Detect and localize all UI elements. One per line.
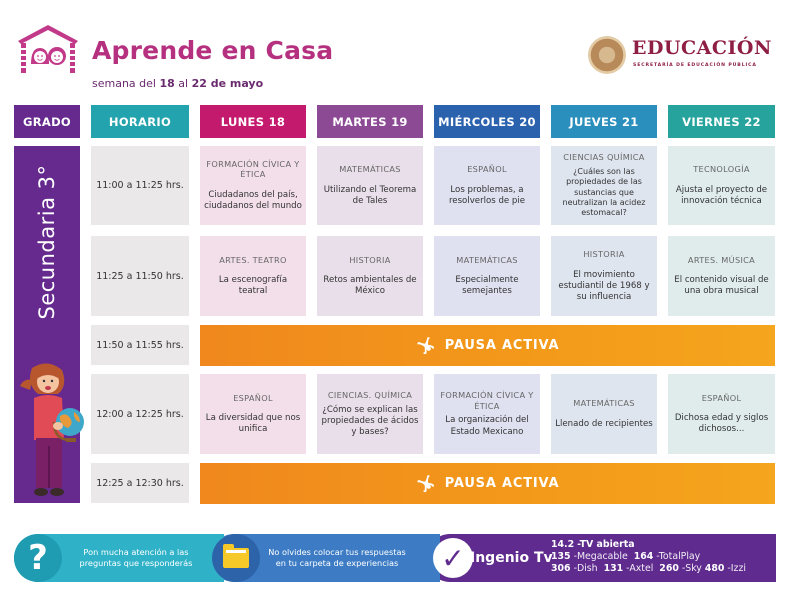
- class-subject: CIENCIAS QUÍMICA: [563, 152, 645, 163]
- folder-icon: [223, 548, 249, 568]
- class-subject: ESPAÑOL: [467, 164, 507, 174]
- time-slot-4: 12:00 a 12:25 hrs.: [91, 374, 189, 454]
- time-slot-5: 12:25 a 12:30 hrs.: [91, 463, 189, 503]
- class-subject: MATEMÁTICAS: [456, 254, 518, 265]
- class-topic: La organización del Estado Mexicano: [445, 415, 529, 437]
- class-subject: HISTORIA: [349, 254, 391, 265]
- class-topic: La escenografía teatral: [218, 275, 288, 297]
- active-break-banner: [200, 325, 775, 366]
- class-subject: ARTES. MÚSICA: [687, 254, 756, 265]
- sep-title: EDUCACIÓN: [632, 37, 772, 59]
- week-subtitle: [92, 77, 263, 90]
- channel-number: 14.2: [551, 539, 575, 550]
- header-grado: GRADO: [14, 105, 80, 138]
- class-subject: TECNOLOGÍA: [693, 164, 750, 174]
- subtitle-prefix: semana del: [92, 77, 160, 90]
- subtitle-mid: al: [174, 77, 192, 90]
- class-cell: [200, 374, 306, 454]
- class-cell: [668, 236, 775, 316]
- subtitle-end-date: 22 de mayo: [191, 77, 264, 90]
- tip-folder: No olvides colocar tus respuestas en tu carpeta de experiencias: [268, 547, 406, 569]
- class-cell: [434, 374, 540, 454]
- channel-number: 480: [704, 563, 725, 575]
- class-subject: ARTES. TEATRO: [219, 254, 287, 265]
- class-subject: FORMACIÓN CÍVICA Y ÉTICA: [206, 158, 300, 180]
- active-break-banner: [200, 463, 775, 504]
- channel-number: 164: [633, 551, 654, 563]
- class-cell: [551, 374, 657, 454]
- class-cell: [317, 374, 423, 454]
- class-topic: La diversidad que nos unifica: [205, 413, 301, 435]
- class-cell: [317, 236, 423, 316]
- channel-number: 131: [603, 563, 624, 575]
- class-topic: Ajusta el proyecto de innovación técnica: [675, 184, 768, 206]
- class-cell: [200, 146, 306, 225]
- channel-name: -Sky: [681, 563, 702, 575]
- class-topic: Especialmente semejantes: [455, 275, 519, 297]
- checkmark-icon: ✓: [433, 538, 473, 578]
- class-topic: Llenado de recipientes: [555, 418, 653, 429]
- channel-name: -TV abierta: [577, 539, 635, 550]
- channel-name: -Izzi: [727, 563, 746, 575]
- time-slot-1: 11:00 a 11:25 hrs.: [91, 146, 189, 225]
- sep-subtitle: SECRETARÍA DE EDUCACIÓN PÚBLICA: [633, 63, 757, 68]
- channel-name: -Axtel: [626, 563, 654, 575]
- header-day-friday: VIERNES 22: [668, 105, 775, 138]
- channel-line-1: [551, 539, 746, 551]
- class-cell: [551, 146, 657, 225]
- channel-number: 260: [659, 563, 679, 575]
- class-topic: Retos ambientales de México: [323, 275, 417, 297]
- girl-with-globe-illustration: [10, 360, 90, 500]
- folder-icon-badge: [212, 534, 260, 582]
- class-subject: FORMACIÓN CÍVICA Y ÉTICA: [440, 390, 534, 411]
- class-topic: El contenido visual de una obra musical: [674, 275, 769, 297]
- header-day-thursday: JUEVES 21: [551, 105, 657, 138]
- class-topic: ¿Cómo se explican las propiedades de ácidos y bases?: [321, 404, 419, 437]
- class-topic: Ciudadanos del país, ciudadanos del mundo: [204, 189, 302, 212]
- channel-line-2: [551, 551, 746, 563]
- class-subject: ESPAÑOL: [701, 392, 742, 403]
- class-cell: [317, 146, 423, 225]
- class-topic: Dichosa edad y siglos dichosos...: [674, 413, 769, 435]
- grade-label: Secundaria 3°: [35, 164, 59, 320]
- class-cell: [668, 146, 775, 225]
- class-subject: MATEMÁTICAS: [339, 164, 401, 174]
- class-subject: MATEMÁTICAS: [573, 398, 635, 409]
- channel-name: -Megacable: [573, 551, 628, 563]
- class-topic: El movimiento estudiantil de 1968 y su influencia: [558, 269, 650, 302]
- page-title: Aprende en Casa: [92, 36, 334, 65]
- question-mark-icon: ?: [14, 534, 62, 582]
- subtitle-start-date: 18: [159, 77, 175, 90]
- header-day-wednesday: MIÉRCOLES 20: [434, 105, 540, 138]
- tv-channels: [551, 539, 746, 575]
- tip-questions: Pon mucha atención a las preguntas que responderás: [79, 547, 193, 569]
- class-topic: Utilizando el Teorema de Tales: [323, 184, 417, 206]
- class-cell: [434, 236, 540, 316]
- header-horario: HORARIO: [91, 105, 189, 138]
- national-seal-icon: [588, 36, 626, 74]
- class-cell: [434, 146, 540, 225]
- header-day-monday: LUNES 18: [200, 105, 306, 138]
- active-break-label: PAUSA ACTIVA: [444, 476, 560, 491]
- stretching-person-icon: 🤸︎: [415, 474, 437, 493]
- channel-name: -TotalPlay: [656, 551, 701, 563]
- class-topic: ¿Cuáles son las propiedades de las sustancias que neutralizan la acidez estomacal?: [562, 166, 646, 218]
- time-slot-3: 11:50 a 11:55 hrs.: [91, 325, 189, 365]
- class-cell: [668, 374, 775, 454]
- channel-name: -Dish: [573, 563, 598, 575]
- channel-number: 306: [551, 563, 571, 575]
- class-cell: [200, 236, 306, 316]
- class-cell: [551, 236, 657, 316]
- class-subject: HISTORIA: [583, 248, 625, 259]
- class-subject: ESPAÑOL: [233, 392, 273, 403]
- ingenio-tv-brand: Ingenio Tv: [470, 550, 553, 566]
- class-subject: CIENCIAS. QUÍMICA: [327, 389, 413, 400]
- channel-line-3: [551, 563, 746, 575]
- stretching-person-icon: 🤸︎: [415, 336, 437, 355]
- class-topic: Los problemas, a resolverlos de pie: [448, 184, 526, 206]
- header-day-tuesday: MARTES 19: [317, 105, 423, 138]
- house-with-kids-icon: [17, 24, 79, 74]
- time-slot-2: 11:25 a 11:50 hrs.: [91, 236, 189, 316]
- channel-number: 135: [551, 551, 571, 563]
- active-break-label: PAUSA ACTIVA: [444, 338, 560, 353]
